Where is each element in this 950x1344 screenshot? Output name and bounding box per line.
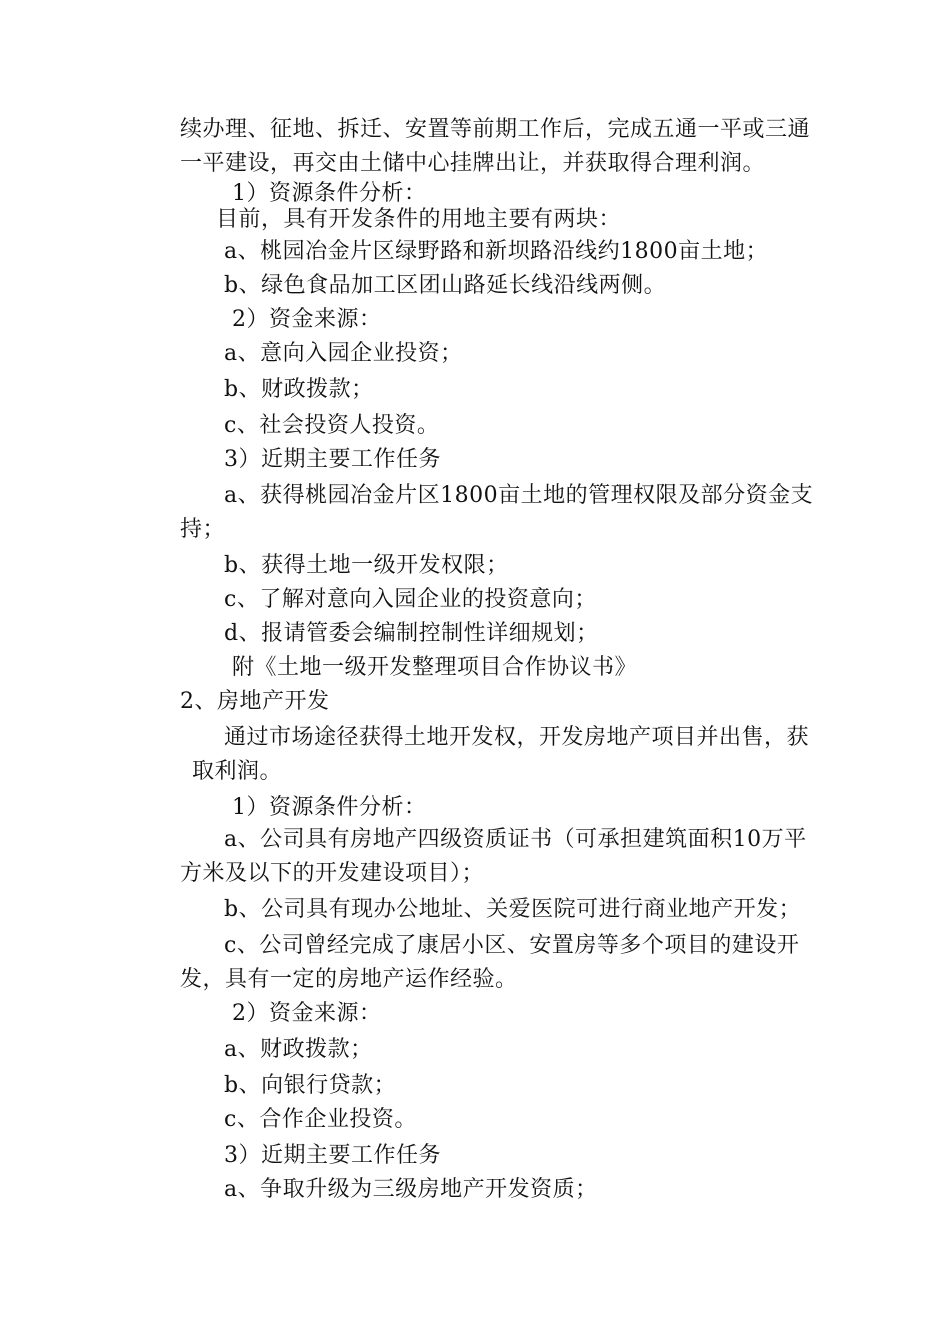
list-item: a、公司具有房地产四级资质证书（可承担建筑面积10万平 xyxy=(224,827,807,852)
list-item: b、财政拨款； xyxy=(224,377,374,402)
list-item: a、争取升级为三级房地产开发资质； xyxy=(224,1177,598,1202)
list-item: a、财政拨款； xyxy=(224,1037,373,1062)
list-item: b、绿色食品加工区团山路延长线沿线两侧。 xyxy=(224,273,667,298)
list-item-continuation: 方米及以下的开发建设项目）； xyxy=(180,861,485,886)
list-item: a、意向入园企业投资； xyxy=(224,341,463,366)
list-item: b、获得土地一级开发权限； xyxy=(224,553,509,578)
list-item-continuation: 持； xyxy=(180,517,226,542)
list-item-continuation: 发，具有一定的房地产运作经验。 xyxy=(180,967,518,992)
paragraph-line: 续办理、征地、拆迁、安置等前期工作后，完成五通一平或三通 xyxy=(180,117,811,142)
section-heading: 2）资金来源： xyxy=(232,307,382,332)
list-item: a、桃园冶金片区绿野路和新坝路沿线约1800亩土地； xyxy=(224,239,769,264)
section-heading: 3）近期主要工作任务 xyxy=(224,447,441,472)
list-item: c、社会投资人投资。 xyxy=(224,413,440,438)
section-heading: 2）资金来源： xyxy=(232,1001,382,1026)
list-item: c、了解对意向入园企业的投资意向； xyxy=(224,587,597,612)
paragraph-line: 一平建设，再交由土储中心挂牌出让，并获取得合理利润。 xyxy=(180,151,766,176)
list-item: d、报请管委会编制控制性详细规划； xyxy=(224,621,599,646)
paragraph-line: 取利润。 xyxy=(192,759,283,784)
list-item: c、合作企业投资。 xyxy=(224,1107,417,1132)
list-item: b、向银行贷款； xyxy=(224,1073,397,1098)
section-heading: 3）近期主要工作任务 xyxy=(224,1143,441,1168)
list-item: b、公司具有现办公地址、关爱医院可进行商业地产开发； xyxy=(224,897,802,922)
list-item: a、获得桃园冶金片区1800亩土地的管理权限及部分资金支 xyxy=(224,483,814,508)
paragraph-line: 目前，具有开发条件的用地主要有两块： xyxy=(216,207,622,232)
section-heading: 1）资源条件分析： xyxy=(232,181,427,206)
section-heading: 1）资源条件分析： xyxy=(232,795,427,820)
appendix-note: 附《土地一级开发整理项目合作协议书》 xyxy=(232,655,638,680)
list-item: c、公司曾经完成了康居小区、安置房等多个项目的建设开 xyxy=(224,933,800,958)
section-title: 2、房地产开发 xyxy=(180,689,330,714)
paragraph-line: 通过市场途径获得土地开发权，开发房地产项目并出售，获 xyxy=(224,725,810,750)
